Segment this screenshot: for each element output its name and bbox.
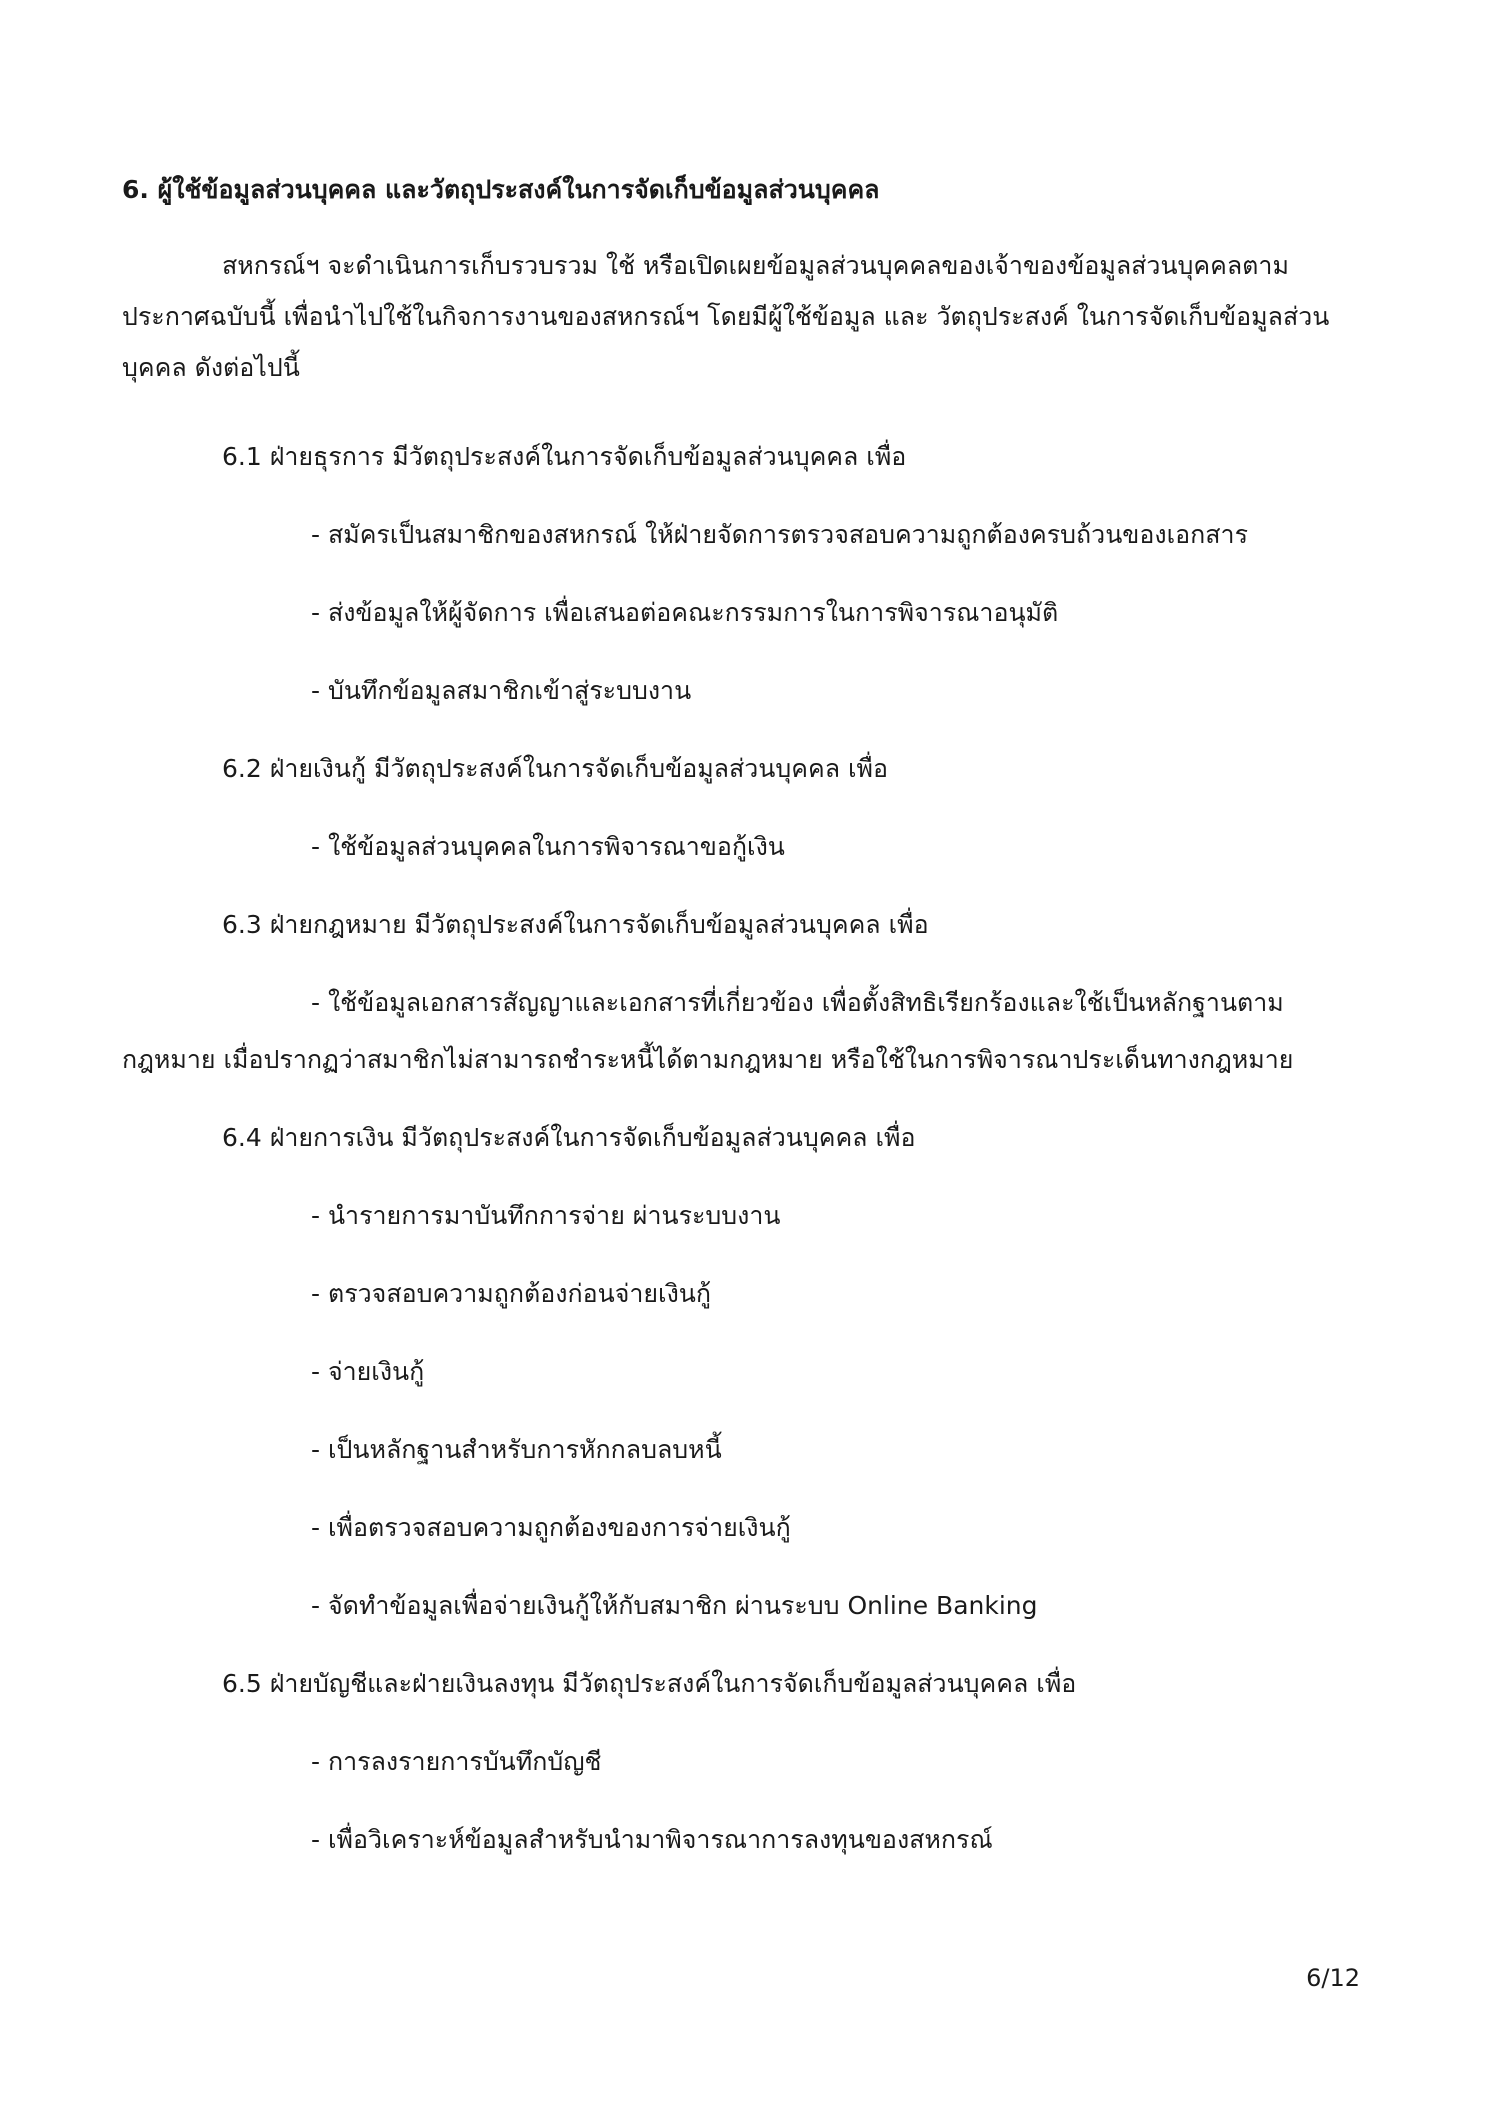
list-item: - ใช้ข้อมูลเอกสารสัญญาและเอกสารที่เกี่ยวข้อง เพื่อตั้งสิทธิเรียกร้องและใช้เป็นหลักฐานตาม xyxy=(311,988,1284,1017)
list-item: - จ่ายเงินกู้ xyxy=(311,1357,425,1386)
list-item: - บันทึกข้อมูลสมาชิกเข้าสู่ระบบงาน xyxy=(311,676,692,705)
intro-line: บุคคล ดังต่อไปนี้ xyxy=(122,353,300,382)
list-item: - สมัครเป็นสมาชิกของสหกรณ์ ให้ฝ่ายจัดการตรวจสอบความถูกต้องครบถ้วนของเอกสาร xyxy=(311,520,1249,549)
list-item: - เพื่อตรวจสอบความถูกต้องของการจ่ายเงินกู้ xyxy=(311,1513,791,1542)
subsection-title-6-3: 6.3 ฝ่ายกฎหมาย มีวัตถุประสงค์ในการจัดเก็บข้อมูลส่วนบุคคล เพื่อ xyxy=(222,910,929,939)
list-item-continuation: กฎหมาย เมื่อปรากฏว่าสมาชิกไม่สามารถชำระหนี้ได้ตามกฎหมาย หรือใช้ในการพิจารณาประเด็นทางกฎหมาย xyxy=(122,1045,1294,1074)
subsection-title-6-5: 6.5 ฝ่ายบัญชีและฝ่ายเงินลงทุน มีวัตถุประสงค์ในการจัดเก็บข้อมูลส่วนบุคคล เพื่อ xyxy=(222,1669,1077,1698)
list-item: - นำรายการมาบันทึกการจ่าย ผ่านระบบงาน xyxy=(311,1201,781,1230)
subsection-title-6-1: 6.1 ฝ่ายธุรการ มีวัตถุประสงค์ในการจัดเก็บข้อมูลส่วนบุคคล เพื่อ xyxy=(222,442,907,471)
page-number: 6/12 xyxy=(1306,1964,1360,1992)
list-item: - การลงรายการบันทึกบัญชี xyxy=(311,1747,602,1776)
subsection-title-6-4: 6.4 ฝ่ายการเงิน มีวัตถุประสงค์ในการจัดเก็บข้อมูลส่วนบุคคล เพื่อ xyxy=(222,1123,916,1152)
list-item: - ส่งข้อมูลให้ผู้จัดการ เพื่อเสนอต่อคณะกรรมการในการพิจารณาอนุมัติ xyxy=(311,598,1059,627)
subsection-title-6-2: 6.2 ฝ่ายเงินกู้ มีวัตถุประสงค์ในการจัดเก็บข้อมูลส่วนบุคคล เพื่อ xyxy=(222,754,889,783)
intro-line: ประกาศฉบับนี้ เพื่อนำไปใช้ในกิจการงานของสหกรณ์ฯ โดยมีผู้ใช้ข้อมูล และ วัตถุประสงค์ ในการจัดเก็บข้อมูลส่วน xyxy=(122,302,1330,331)
section-heading: 6. ผู้ใช้ข้อมูลส่วนบุคคล และวัตถุประสงค์ในการจัดเก็บข้อมูลส่วนบุคคล xyxy=(122,175,880,204)
list-item: - ตรวจสอบความถูกต้องก่อนจ่ายเงินกู้ xyxy=(311,1279,712,1308)
list-item: - เพื่อวิเคราะห์ข้อมูลสำหรับนำมาพิจารณาการลงทุนของสหกรณ์ xyxy=(311,1825,993,1854)
intro-line: สหกรณ์ฯ จะดำเนินการเก็บรวบรวม ใช้ หรือเปิดเผยข้อมูลส่วนบุคคลของเจ้าของข้อมูลส่วนบุคคลตาม xyxy=(222,251,1289,280)
intro-paragraph xyxy=(122,240,1362,393)
list-item: - เป็นหลักฐานสำหรับการหักกลบลบหนี้ xyxy=(311,1435,722,1464)
list-item: - ใช้ข้อมูลส่วนบุคคลในการพิจารณาขอกู้เงิน xyxy=(311,832,785,861)
list-item: - จัดทำข้อมูลเพื่อจ่ายเงินกู้ให้กับสมาชิก ผ่านระบบ Online Banking xyxy=(311,1591,1038,1620)
